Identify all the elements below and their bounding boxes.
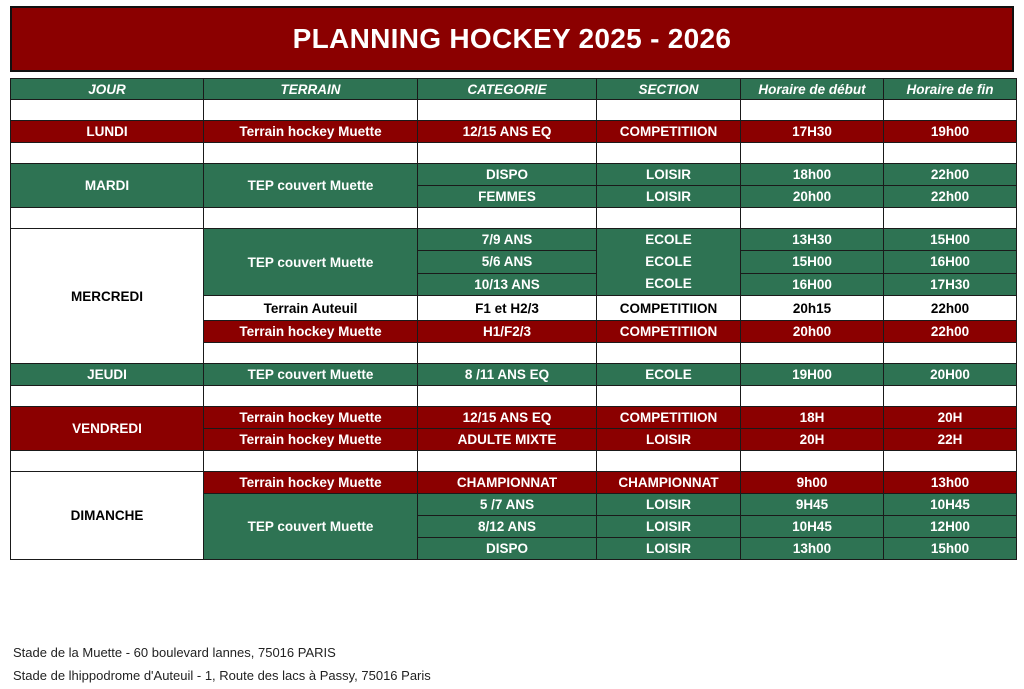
day-cell: MERCREDI: [11, 229, 204, 364]
section-cell: ECOLE: [597, 364, 741, 386]
day-cell: LUNDI: [11, 121, 204, 143]
fin-cell: 20H: [884, 407, 1017, 429]
spacer-row: [11, 143, 1017, 164]
table-row: [11, 364, 1017, 386]
table-row: [11, 472, 1017, 494]
fin-cell: 22h00: [884, 164, 1017, 186]
categorie-cell: 5 /7 ANS: [418, 494, 597, 516]
debut-cell: 13H30: [741, 229, 884, 251]
fin-cell: 22h00: [884, 186, 1017, 208]
fin-cell: 10H45: [884, 494, 1017, 516]
section-label: ECOLE: [645, 276, 692, 291]
header-section: SECTION: [597, 79, 741, 100]
spacer-row: [11, 208, 1017, 229]
categorie-cell: DISPO: [418, 538, 597, 560]
categorie-cell: 8/12 ANS: [418, 516, 597, 538]
debut-cell: 19H00: [741, 364, 884, 386]
section-cell: COMPETITIION: [597, 121, 741, 143]
section-cell: LOISIR: [597, 429, 741, 451]
categorie-cell: FEMMES: [418, 186, 597, 208]
table-row: [11, 121, 1017, 143]
table-row: [11, 407, 1017, 429]
fin-cell: 16H00: [884, 251, 1017, 273]
spacer-row: [11, 386, 1017, 407]
categorie-cell: CHAMPIONNAT: [418, 472, 597, 494]
section-cell: LOISIR: [597, 164, 741, 186]
section-label: ECOLE: [645, 232, 692, 247]
categorie-cell: F1 et H2/3: [418, 296, 597, 321]
address-muette: Stade de la Muette - 60 boulevard lannes, 75016 PARIS: [13, 645, 336, 660]
header-debut: Horaire de début: [741, 79, 884, 100]
terrain-cell: Terrain hockey Muette: [204, 121, 418, 143]
debut-cell: 20h00: [741, 186, 884, 208]
categorie-cell: 5/6 ANS: [418, 251, 597, 273]
header-terrain: TERRAIN: [204, 79, 418, 100]
categorie-cell: ADULTE MIXTE: [418, 429, 597, 451]
debut-cell: 9h00: [741, 472, 884, 494]
table-row: [11, 229, 1017, 251]
debut-cell: 18h00: [741, 164, 884, 186]
debut-cell: 10H45: [741, 516, 884, 538]
spacer-row: [11, 100, 1017, 121]
terrain-cell: Terrain hockey Muette: [204, 429, 418, 451]
section-cell: COMPETITIION: [597, 407, 741, 429]
section-cell: LOISIR: [597, 538, 741, 560]
table-header-row: [11, 79, 1017, 100]
section-cell: [597, 229, 741, 296]
day-cell: VENDREDI: [11, 407, 204, 451]
spacer-row: [11, 451, 1017, 472]
categorie-cell: H1/F2/3: [418, 321, 597, 343]
categorie-cell: 10/13 ANS: [418, 273, 597, 295]
fin-cell: 20H00: [884, 364, 1017, 386]
fin-cell: 22h00: [884, 321, 1017, 343]
debut-cell: 20h00: [741, 321, 884, 343]
day-cell: JEUDI: [11, 364, 204, 386]
fin-cell: 22h00: [884, 296, 1017, 321]
fin-cell: 17H30: [884, 273, 1017, 295]
debut-cell: 9H45: [741, 494, 884, 516]
categorie-cell: 12/15 ANS EQ: [418, 121, 597, 143]
debut-cell: 13h00: [741, 538, 884, 560]
day-cell: DIMANCHE: [11, 472, 204, 560]
categorie-cell: 8 /11 ANS EQ: [418, 364, 597, 386]
fin-cell: 15h00: [884, 538, 1017, 560]
debut-cell: 16H00: [741, 273, 884, 295]
categorie-cell: 7/9 ANS: [418, 229, 597, 251]
section-cell: COMPETITIION: [597, 296, 741, 321]
categorie-cell: 12/15 ANS EQ: [418, 407, 597, 429]
terrain-cell: TEP couvert Muette: [204, 229, 418, 296]
address-auteuil: Stade de lhippodrome d'Auteuil - 1, Route des lacs à Passy, 75016 Paris: [13, 668, 431, 683]
terrain-cell: TEP couvert Muette: [204, 364, 418, 386]
categorie-cell: DISPO: [418, 164, 597, 186]
fin-cell: 15H00: [884, 229, 1017, 251]
fin-cell: 19h00: [884, 121, 1017, 143]
debut-cell: 17H30: [741, 121, 884, 143]
section-cell: CHAMPIONNAT: [597, 472, 741, 494]
section-label: ECOLE: [645, 254, 692, 269]
section-cell: LOISIR: [597, 186, 741, 208]
section-cell: LOISIR: [597, 516, 741, 538]
terrain-cell: Terrain hockey Muette: [204, 321, 418, 343]
fin-cell: 12H00: [884, 516, 1017, 538]
schedule-table: [10, 78, 1017, 560]
table-row: [11, 164, 1017, 186]
section-cell: LOISIR: [597, 494, 741, 516]
debut-cell: 18H: [741, 407, 884, 429]
fin-cell: 13h00: [884, 472, 1017, 494]
header-fin: Horaire de fin: [884, 79, 1017, 100]
debut-cell: 20H: [741, 429, 884, 451]
debut-cell: 15H00: [741, 251, 884, 273]
header-categorie: CATEGORIE: [418, 79, 597, 100]
terrain-cell: Terrain Auteuil: [204, 296, 418, 321]
day-cell: MARDI: [11, 164, 204, 208]
terrain-cell: TEP couvert Muette: [204, 164, 418, 208]
terrain-cell: Terrain hockey Muette: [204, 407, 418, 429]
debut-cell: 20h15: [741, 296, 884, 321]
page-title: PLANNING HOCKEY 2025 - 2026: [10, 6, 1014, 72]
terrain-cell: TEP couvert Muette: [204, 494, 418, 560]
header-jour: JOUR: [11, 79, 204, 100]
fin-cell: 22H: [884, 429, 1017, 451]
terrain-cell: Terrain hockey Muette: [204, 472, 418, 494]
section-cell: COMPETITIION: [597, 321, 741, 343]
